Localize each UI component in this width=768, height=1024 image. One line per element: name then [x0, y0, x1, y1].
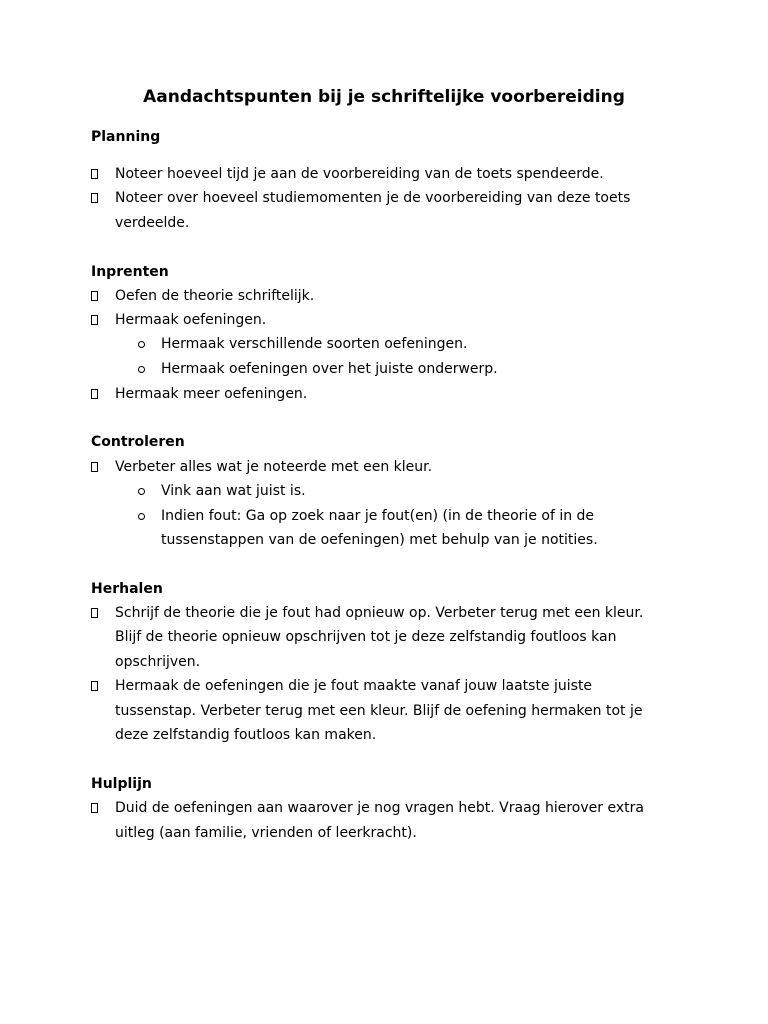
list-item-text: Noteer over hoeveel studiemomenten je de voorbereiding van deze toets: [115, 190, 631, 206]
circle-bullet-icon: [138, 488, 145, 495]
circle-bullet-icon: [138, 341, 145, 348]
square-bullet-icon: [91, 193, 98, 203]
list-item-text: Blijf de theorie opnieuw opschrijven tot je deze zelfstandig foutloos kan: [115, 629, 617, 645]
circle-bullet-icon: [138, 513, 145, 520]
list-item-text: Hermaak de oefeningen die je fout maakte vanaf jouw laatste juiste: [115, 678, 593, 694]
section-heading-controleren: Controleren: [91, 434, 185, 450]
document-title: Aandachtspunten bij je schriftelijke voorbereiding: [143, 87, 625, 107]
square-bullet-icon: [91, 462, 98, 472]
circle-bullet-icon: [138, 366, 145, 373]
section-heading-planning: Planning: [91, 129, 161, 145]
sub-list-item-text: Vink aan wat juist is.: [161, 483, 306, 499]
list-item-text: Noteer hoeveel tijd je aan de voorbereiding van de toets spendeerde.: [115, 166, 604, 182]
list-item-text: Oefen de theorie schriftelijk.: [115, 288, 315, 304]
list-item-text: Schrijf de theorie die je fout had opnieuw op. Verbeter terug met een kleur.: [115, 605, 644, 621]
square-bullet-icon: [91, 291, 98, 301]
list-item-text: Verbeter alles wat je noteerde met een kleur.: [115, 459, 433, 475]
list-item-text: Duid de oefeningen aan waarover je nog vragen hebt. Vraag hierover extra: [115, 800, 644, 816]
list-item-text: deze zelfstandig foutloos kan maken.: [115, 727, 377, 743]
list-item-text: verdeelde.: [115, 215, 190, 231]
list-item-text: Hermaak meer oefeningen.: [115, 386, 308, 402]
square-bullet-icon: [91, 389, 98, 399]
sub-list-item-text: Hermaak oefeningen over het juiste onderwerp.: [161, 361, 498, 377]
list-item-text: uitleg (aan familie, vrienden of leerkracht).: [115, 825, 417, 841]
square-bullet-icon: [91, 681, 98, 691]
square-bullet-icon: [91, 608, 98, 618]
list-item-text: opschrijven.: [115, 654, 201, 670]
list-item-text: Hermaak oefeningen.: [115, 312, 267, 328]
section-heading-hulplijn: Hulplijn: [91, 776, 152, 792]
section-heading-inprenten: Inprenten: [91, 264, 169, 280]
sub-list-item-text: Indien fout: Ga op zoek naar je fout(en) (in de theorie of in de: [161, 508, 595, 524]
square-bullet-icon: [91, 803, 98, 813]
section-heading-herhalen: Herhalen: [91, 581, 163, 597]
square-bullet-icon: [91, 169, 98, 179]
list-item-text: tussenstap. Verbeter terug met een kleur. Blijf de oefening hermaken tot je: [115, 703, 643, 719]
sub-list-item-text: tussenstappen van de oefeningen) met behulp van je notities.: [161, 532, 598, 548]
square-bullet-icon: [91, 315, 98, 325]
sub-list-item-text: Hermaak verschillende soorten oefeningen.: [161, 336, 468, 352]
